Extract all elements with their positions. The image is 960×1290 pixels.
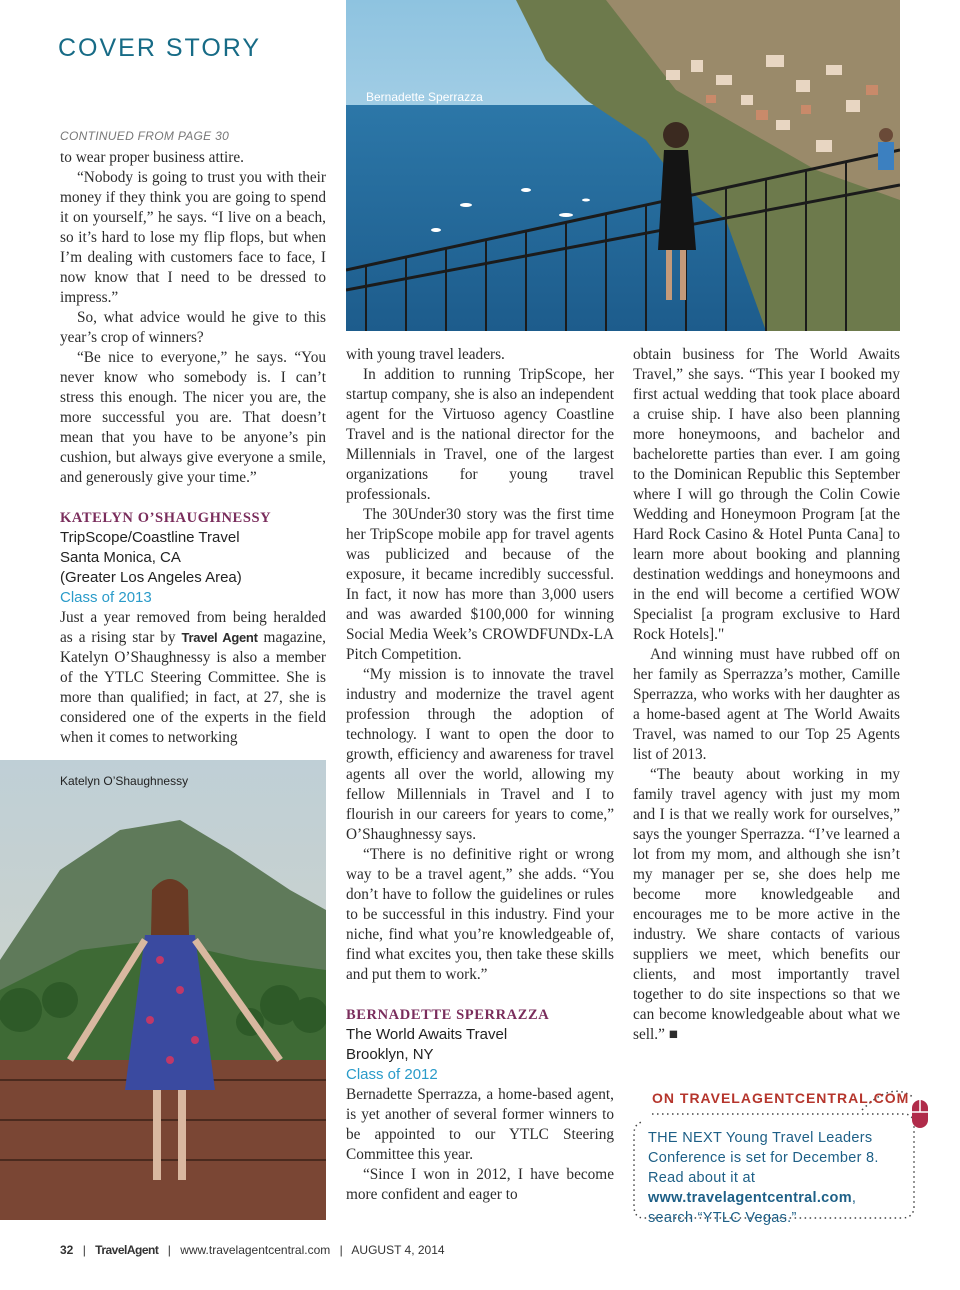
profile-location: Santa Monica, CA (60, 549, 181, 566)
paragraph: obtain business for The World Awaits Travel,” she says. “This year I booked my first actual wedding that took place aboard a cruise ship. I have also been planning more honeymoons, and bachelor and bachelorette parties than ever. I am going to the Dominican Republic this September where I will go through the Colin Cowie Wedding and Honeymoon Program [at the Hard Rock Casino & Hotel Punta Cana] to learn more about booking and planning destination weddings and honeymoons and in the end will become a certified WOW Specialist [a program exclusive to Hard Rock Hotels]." (633, 346, 900, 643)
photo-katelyn (0, 760, 326, 1220)
profile-area: (Greater Los Angeles Area) (60, 569, 242, 586)
profile-name-katelyn: KATELYN O’SHAUGHNESSY (60, 510, 272, 526)
footer-separator: | (339, 1243, 343, 1257)
paragraph (633, 765, 900, 1045)
photo-bernadette (346, 0, 900, 331)
online-url-link[interactable]: www.travelagentcentral.com (648, 1190, 852, 1206)
footer-separator: | (82, 1243, 86, 1257)
paragraph: Bernadette Sperrazza, a home-based agent, is yet another of several former winners to be appointed to our YTLC Steering Committee this year. (346, 1086, 614, 1163)
paragraph: In addition to running TripScope, her startup company, she is also an independent agent for the Virtuoso agency Coastline Travel and is the national director for the Millennials in Travel, one of the largest organizations for young travel professionals. (346, 366, 614, 503)
footer-site-link[interactable]: www.travelagentcentral.com (180, 1243, 331, 1257)
magazine-name: Travel Agent (181, 630, 258, 645)
paragraph: And winning must have rubbed off on her family as Sperrazza’s mother, Camille Sperrazza, who works with her daughter as a home-based agent at The World Awaits Travel, was named to our Top 25 Agents list of 2013. (633, 646, 900, 763)
online-callout (632, 1086, 918, 1226)
mouse-icon (910, 1098, 930, 1130)
profile-class: Class of 2013 (60, 589, 152, 606)
paragraph: “Be nice to everyone,” he says. “You never know who somebody is. I can’t stress this enough. The nicer you are, the more successful you are. That doesn’t mean that you have to be anyone’s pin cushion, but always give everyone a smile, and generously give your time.” (60, 349, 326, 486)
positano-photo-image (346, 0, 900, 331)
section-title: COVER STORY (58, 34, 262, 62)
profile-company: TripScope/Coastline Travel (60, 529, 240, 546)
profile-name-bernadette: BERNADETTE SPERRAZZA (346, 1007, 550, 1023)
footer-separator: | (167, 1243, 171, 1257)
intro-text: magazine, Katelyn O’Shaughnessy is also a member of the YTLC Steering Committee. She is more than qualified; in fact, at 27, she is considered one of the experts in the field when it comes to networking (60, 629, 326, 746)
profile-intro (60, 608, 326, 748)
footer-brand: TravelAgent (95, 1243, 159, 1257)
photo-caption-katelyn: Katelyn O’Shaughnessy (60, 774, 189, 788)
paragraph: The 30Under30 story was the first time her TripScope mobile app for travel agents was publicized and because of the exposure, it became incredibly successful. In fact, it now has more than 3,000 users and was awarded $100,000 for winning Social Media Week’s CROWDFUNDx-LA Pitch Competition. (346, 506, 614, 663)
paragraph: “Nobody is going to trust you with their money if they think you are going to spend it on yourself,” he says. “I live on a beach, so it’s hard to lose my flip flops, but when I’m dealing with customers face to face, I now know that I need to be dressed to impress.” (60, 169, 326, 306)
paragraph: “There is no definitive right or wrong way to be a travel agent,” she adds. “You don’t have to follow the guidelines or rules to be successful in this industry. Find your niche, find what you’re knowledgeable of, find what excites you, then take these skills and put them to work.” (346, 846, 614, 983)
online-text (648, 1128, 898, 1228)
profile-class: Class of 2012 (346, 1066, 438, 1083)
column-3 (633, 345, 900, 1045)
paragraph: “Since I won in 2012, I have become more confident and eager to (346, 1166, 614, 1203)
online-heading: ON TRAVELAGENTCENTRAL.COM (652, 1090, 910, 1106)
column-2 (346, 345, 614, 1205)
profile-company: The World Awaits Travel (346, 1026, 508, 1043)
paragraph: “My mission is to innovate the travel industry and modernize the travel agent profession through the adoption of technology. I want to open the door to growth, efficiency and awareness for travel agents all over the world, allowing my fellow Millennials in Travel and I to flourish in our careers for years to come,” O’Shaughnessy says. (346, 666, 614, 843)
online-text-part: , search “YTLC Vegas.” (648, 1190, 857, 1226)
intro-text: Just a year removed from being heralded as a rising star by (60, 609, 326, 646)
footer-date: AUGUST 4, 2014 (351, 1243, 445, 1257)
paragraph: with young travel leaders. (346, 346, 505, 363)
profile-location: Brooklyn, NY (346, 1046, 434, 1063)
continued-from: CONTINUED FROM PAGE 30 (60, 129, 230, 143)
paragraph-text: “The beauty about working in my family travel agency with just my mom and I is that we really work for ourselves,” says the younger Sperrazza. “I’ve learned a lot from my mom, and although she isn’t my manager per se, she does help me become more knowledgeable and encourages me to be more active in the industry. We share contacts of various suppliers we meet, which benefits our clients, and most importantly travel together to do site inspections so that we can become knowledgeable about what we sell.” (633, 766, 900, 1043)
mountain-photo-image (0, 760, 326, 1220)
paragraph: So, what advice would he give to this year’s crop of winners? (60, 309, 326, 346)
online-text-part: THE NEXT Young Travel Leaders Conference is set for December 8. Read about it at (648, 1130, 879, 1186)
end-mark: ■ (668, 1026, 678, 1043)
paragraph: to wear proper business attire. (60, 149, 244, 166)
column-1 (60, 126, 326, 748)
photo-caption-bernadette: Bernadette Sperrazza (366, 90, 483, 104)
page-number: 32 (60, 1243, 74, 1257)
page-footer (60, 1243, 445, 1257)
